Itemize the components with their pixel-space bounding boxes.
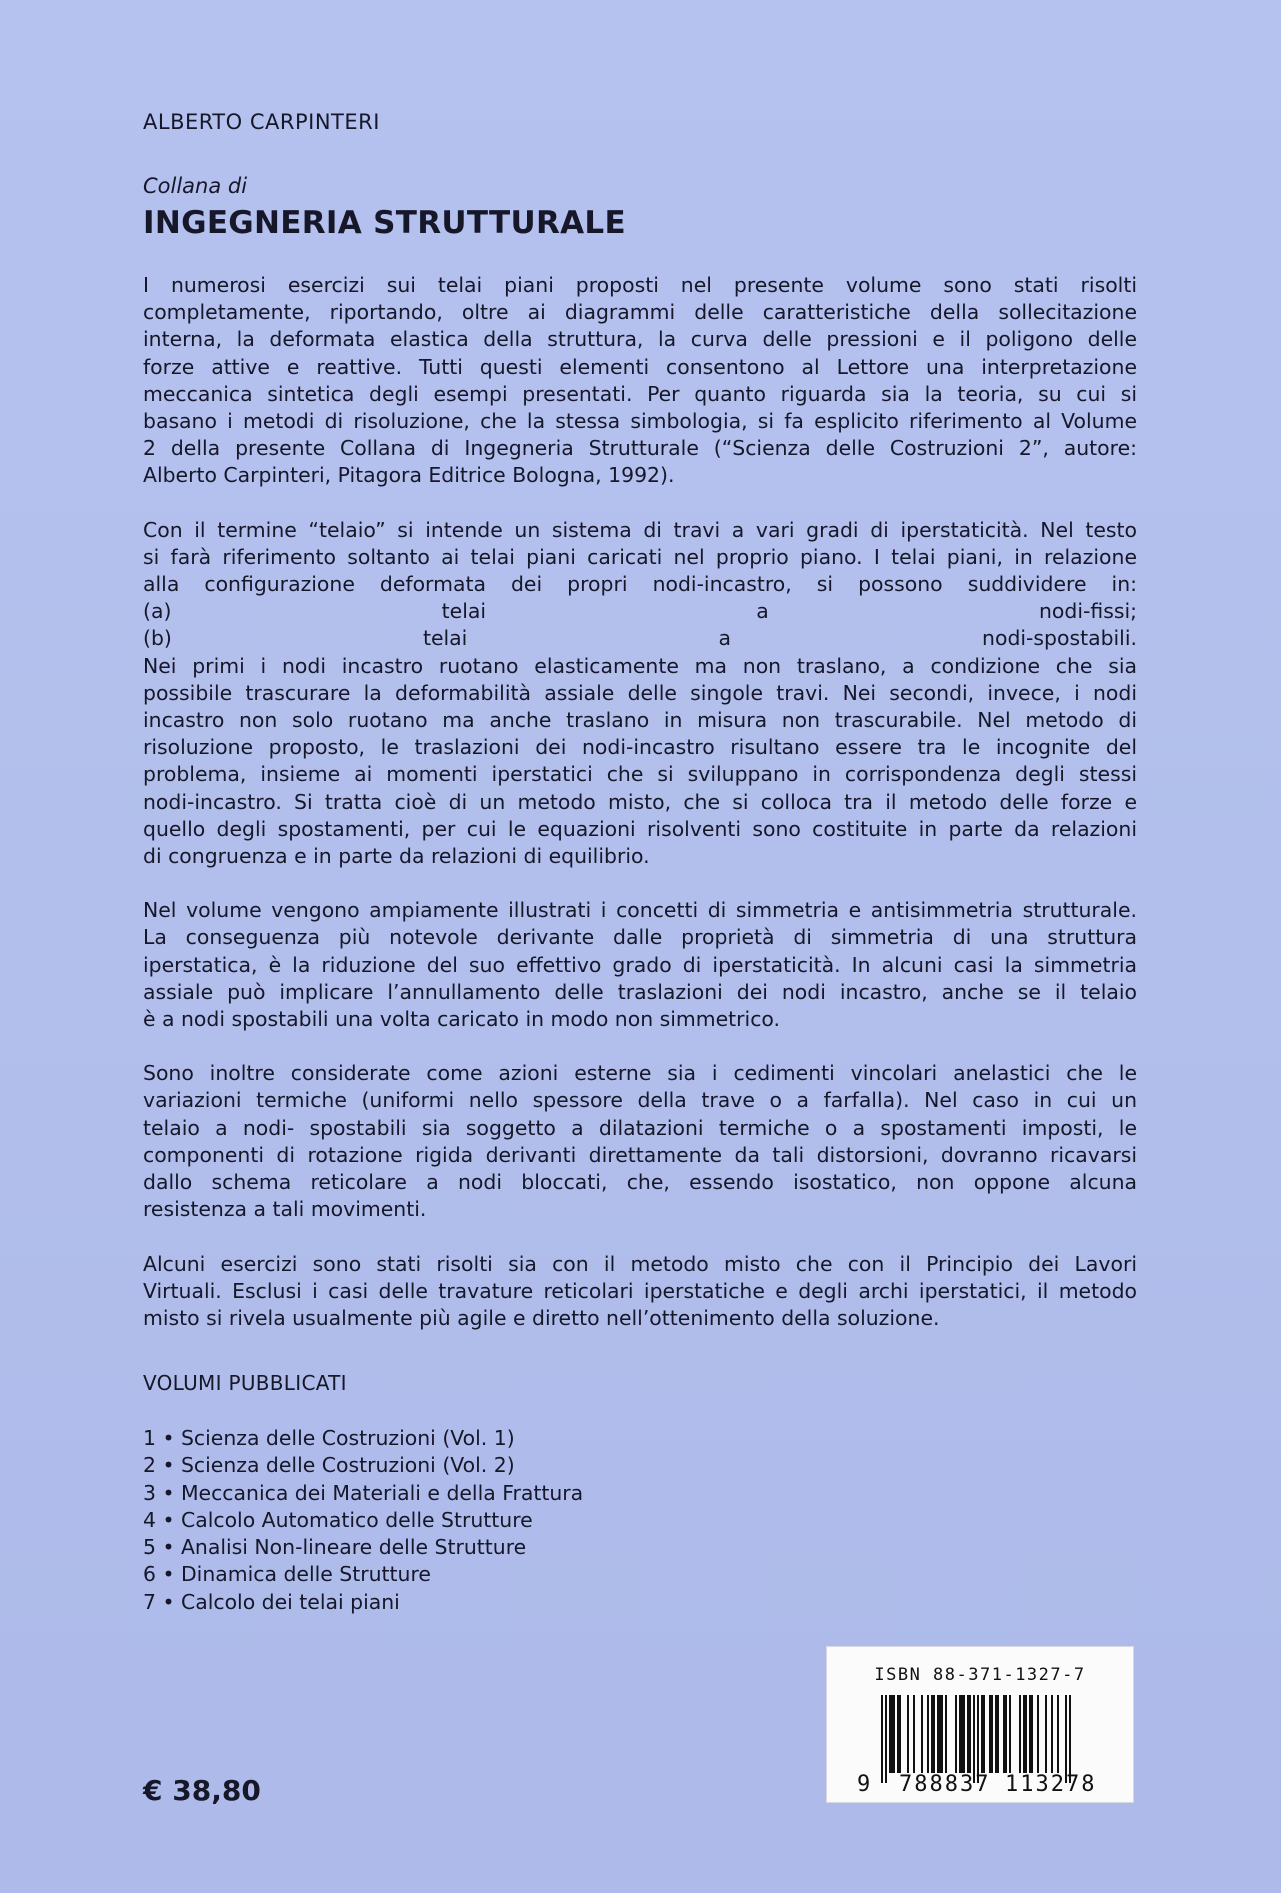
barcode-bar <box>961 1695 963 1773</box>
text-line: risoluzione proposto, le traslazioni dei nodi-incastro risultano essere tra le incognite del <box>143 735 1137 760</box>
text-line: alla configurazione deformata dei propri nodi-incastro, si possono suddividere in: <box>143 572 1137 597</box>
barcode-bar <box>931 1695 933 1773</box>
text-line: resistenza a tali movimenti. <box>143 1197 427 1222</box>
text-line: nodi-incastro. Si tratta cioè di un metodo misto, che si colloca tra il metodo delle forze e <box>143 789 1137 814</box>
barcode-bar <box>1025 1695 1027 1773</box>
text-line: basano i metodi di risoluzione, che la stessa simbologia, si fa esplicito riferimento al Volume <box>143 409 1137 434</box>
paragraph <box>143 517 1137 871</box>
volume-item: 6 • Dinamica delle Strutture <box>143 1562 431 1587</box>
barcode-bar <box>897 1695 899 1773</box>
volume-item: 7 • Calcolo dei telai piani <box>143 1589 400 1614</box>
barcode-bar <box>941 1695 943 1773</box>
author-name: ALBERTO CARPINTERI <box>143 110 380 134</box>
text-line: problema, insieme ai momenti iperstatici che si sviluppano in corrispondenza degli stessi <box>143 762 1137 787</box>
text-line: I numerosi esercizi sui telai piani proposti nel presente volume sono stati risolti <box>143 273 1137 297</box>
series-title: INGEGNERIA STRUTTURALE <box>143 205 626 241</box>
barcode-label <box>826 1646 1134 1803</box>
barcode-bar <box>991 1695 993 1773</box>
volumes-list <box>143 1425 583 1616</box>
barcode-bar <box>881 1695 883 1783</box>
paragraph <box>143 1251 1137 1333</box>
barcode-bar <box>913 1695 915 1773</box>
text-line: Virtuali. Esclusi i casi delle travature reticolari iperstatiche e degli archi iperstatici, il metodo <box>143 1278 1137 1303</box>
series-label: Collana di <box>143 174 248 198</box>
text-line: La conseguenza più notevole derivante dalle proprietà di simmetria di una struttura <box>143 925 1137 950</box>
text-line: dallo schema reticolare a nodi bloccati, che, essendo isostatico, non oppone alcuna <box>143 1170 1137 1195</box>
barcode-bar <box>1023 1695 1025 1773</box>
barcode-bar <box>981 1695 983 1773</box>
barcode-bar <box>893 1695 895 1773</box>
text-line: Nel volume vengono ampiamente illustrati i concetti di simmetria e antisimmetria strutturale. <box>143 898 1137 923</box>
paragraph <box>143 1060 1137 1223</box>
barcode-bar <box>1069 1695 1071 1783</box>
barcode-bar <box>997 1695 999 1773</box>
barcode-bar <box>977 1695 979 1783</box>
barcode-bar <box>1029 1695 1031 1773</box>
price: € 38,80 <box>143 1774 261 1807</box>
isbn-number: ISBN 88-371-1327-7 <box>874 1665 1086 1685</box>
text-line: (a) telai a nodi-fissi; <box>143 599 1137 624</box>
ean-right-group: 113278 <box>1005 1772 1097 1797</box>
text-line: possibile trascurare la deformabilità assiale delle singole travi. Nei secondi, invece, i nodi <box>143 680 1137 705</box>
volume-item: 1 • Scienza delle Costruzioni (Vol. 1) <box>143 1426 515 1450</box>
barcode-bar <box>921 1695 923 1773</box>
text-line: assiale può implicare l’annullamento delle traslazioni dei nodi incastro, anche se il telaio <box>143 979 1137 1004</box>
barcode-bar <box>1003 1695 1005 1773</box>
text-line: incastro non solo ruotano ma anche traslano in misura non trascurabile. Nel metodo di <box>143 708 1137 733</box>
barcode-bar <box>983 1695 985 1773</box>
barcode-bar <box>889 1695 891 1773</box>
text-line: Alberto Carpinteri, Pitagora Editrice Bologna, 1992). <box>143 463 675 488</box>
barcode-bar <box>1065 1695 1067 1783</box>
barcode-bar <box>939 1695 941 1773</box>
text-line: completamente, riportando, oltre ai diagrammi delle caratteristiche della sollecitazione <box>143 300 1137 325</box>
barcode-bar <box>1019 1695 1021 1773</box>
barcode-bar <box>967 1695 969 1773</box>
text-line: Alcuni esercizi sono stati risolti sia con il metodo misto che con il Principio dei Lavori <box>143 1251 1137 1276</box>
barcode-bar <box>885 1695 887 1783</box>
volume-item: 3 • Meccanica dei Materiali e della Frattura <box>143 1480 584 1505</box>
text-line: iperstatica, è la riduzione del suo effettivo grado di iperstaticità. In alcuni casi la simmetria <box>143 952 1137 977</box>
barcode-bar <box>973 1695 975 1783</box>
text-line: Con il termine “telaio” si intende un sistema di travi a vari gradi di iperstaticità. Nel testo <box>143 517 1137 542</box>
text-line: è a nodi spostabili una volta caricato in modo non simmetrico. <box>143 1007 781 1032</box>
text-line: telaio a nodi- spostabili sia soggetto a dilatazioni termiche o a spostamenti imposti, le <box>143 1115 1137 1140</box>
text-line: Nei primi i nodi incastro ruotano elasticamente ma non traslano, a condizione che sia <box>143 653 1137 678</box>
ean-left-group: 788837 <box>899 1772 991 1797</box>
barcode-bar <box>989 1695 991 1773</box>
text-line: (b) telai a nodi-spostabili. <box>143 626 1137 651</box>
volume-item: 4 • Calcolo Automatico delle Strutture <box>143 1507 533 1532</box>
text-line: di congruenza e in parte da relazioni di equilibrio. <box>143 844 650 869</box>
barcode-bar <box>1037 1695 1039 1773</box>
ean-first-digit: 9 <box>857 1772 871 1797</box>
barcode-bar <box>969 1695 971 1773</box>
barcode <box>881 1695 1081 1783</box>
barcode-bar <box>995 1695 997 1773</box>
barcode-bar <box>963 1695 965 1773</box>
barcode-bar <box>1045 1695 1047 1773</box>
barcode-bar <box>1031 1695 1033 1773</box>
barcode-bar <box>927 1695 929 1773</box>
barcode-bar <box>1057 1695 1059 1773</box>
barcode-bar <box>933 1695 935 1773</box>
barcode-bar <box>959 1695 961 1773</box>
text-line: misto si rivela usualmente più agile e diretto nell’ottenimento della soluzione. <box>143 1305 940 1330</box>
barcode-bar <box>891 1695 893 1773</box>
barcode-bar <box>945 1695 947 1773</box>
paragraph <box>143 272 1137 490</box>
text-line: componenti di rotazione rigida derivanti direttamente da tali distorsioni, dovranno ricavarsi <box>143 1142 1137 1167</box>
text-line: quello degli spostamenti, per cui le equazioni risolventi sono costituite in parte da relazioni <box>143 816 1137 841</box>
barcode-bar <box>907 1695 909 1773</box>
description-text <box>143 272 1137 1359</box>
barcode-bar <box>1009 1695 1011 1773</box>
barcode-bar <box>937 1695 939 1773</box>
volumes-heading: VOLUMI PUBBLICATI <box>143 1371 347 1395</box>
barcode-bar <box>1051 1695 1053 1773</box>
text-line: forze attive e reattive. Tutti questi elementi consentono al Lettore una interpretazione <box>143 354 1137 379</box>
text-line: meccanica sintetica degli esempi presentati. Per quanto riguarda sia la teoria, su cui si <box>143 381 1137 406</box>
barcode-bar <box>899 1695 901 1773</box>
text-line: 2 della presente Collana di Ingegneria Strutturale (“Scienza delle Costruzioni 2”, autore: <box>143 436 1137 461</box>
volume-item: 5 • Analisi Non-lineare delle Strutture <box>143 1535 527 1560</box>
text-line: si farà riferimento soltanto ai telai piani caricati nel proprio piano. I telai piani, in relazione <box>143 544 1137 569</box>
text-line: interna, la deformata elastica della struttura, la curva delle pressioni e il poligono delle <box>143 327 1137 352</box>
text-line: Sono inoltre considerate come azioni esterne sia i cedimenti vincolari anelastici che le <box>143 1061 1137 1086</box>
paragraph <box>143 897 1137 1033</box>
barcode-bar <box>1005 1695 1007 1773</box>
text-line: variazioni termiche (uniformi nello spessore della trave o a farfalla). Nel caso in cui un <box>143 1088 1137 1113</box>
barcode-bar <box>955 1695 957 1773</box>
ean-digits <box>827 1772 1133 1800</box>
volume-item: 2 • Scienza delle Costruzioni (Vol. 2) <box>143 1453 515 1478</box>
